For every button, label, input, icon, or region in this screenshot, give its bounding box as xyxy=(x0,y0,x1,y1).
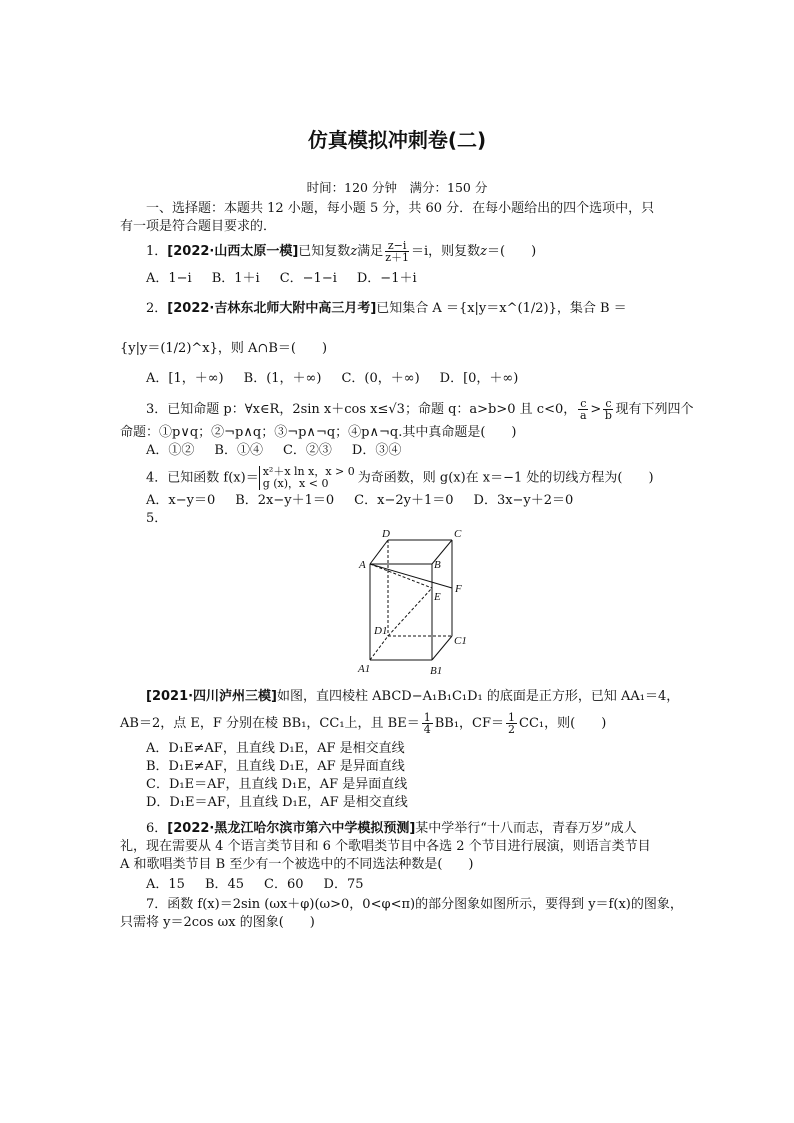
q1-options xyxy=(146,270,437,288)
segment-ae xyxy=(370,564,432,588)
q4-options xyxy=(146,492,593,510)
question-3-line2: 命题：①p∨q；②¬p∧q；③¬p∧¬q；④p∧¬q.其中真命题是( ) xyxy=(120,425,517,440)
label-e: E xyxy=(434,591,441,603)
question-4-line1 xyxy=(146,466,654,490)
q1-source: [2022·山西太原一模] xyxy=(167,244,299,259)
label-c1: C1 xyxy=(454,635,467,647)
q5-option-b: B．D₁E≠AF，且直线 D₁E，AF 是异面直线 xyxy=(146,759,405,774)
q2-option-b: B．(1，＋∞) xyxy=(243,371,322,386)
q2-source: [2022·吉林东北师大附中高三月考] xyxy=(167,301,377,316)
q5-text: 如图，直四棱柱 ABCD−A₁B₁C₁D₁ 的底面是正方形，已知 AA₁＝4， xyxy=(277,689,680,704)
q1-text: 满足 xyxy=(357,244,384,259)
q3-frac2-num: c xyxy=(605,397,612,410)
q6-option-b: B．45 xyxy=(204,877,245,892)
question-6-line2: 礼，现在需要从 4 个语言类节目和 6 个歌唱类节目中各选 2 个节目进行展演，则语言类节目 xyxy=(120,839,651,854)
q5-number: 5． xyxy=(146,511,168,526)
q1-number: 1． xyxy=(146,244,168,259)
q4-piecewise xyxy=(259,466,355,490)
q2-set-a: {x|y＝x^(1/2)} xyxy=(458,301,557,316)
q5-option-c: C．D₁E＝AF，且直线 D₁E，AF 是异面直线 xyxy=(146,777,408,792)
q6-options xyxy=(146,876,384,894)
q4-option-a: A．x−y＝0 xyxy=(146,493,216,508)
q4-text: 为奇函数，则 g(x)在 x＝−1 处的切线方程为( ) xyxy=(357,470,654,486)
q3-option-d: D．③④ xyxy=(351,443,402,458)
q3-options xyxy=(146,442,421,460)
label-a: A xyxy=(359,559,366,571)
prism-figure xyxy=(354,526,474,678)
q3-text: 3．已知命题 p：∀x∈R，2sin x＋cos x≤√3；命题 q：a>b>0 且 c<0， xyxy=(146,402,577,417)
q3-option-c: C．②③ xyxy=(282,443,332,458)
q1-text: 已知复数 xyxy=(298,244,351,259)
q6-number: 6． xyxy=(146,821,168,836)
question-3-line1 xyxy=(146,398,694,421)
label-b1: B1 xyxy=(430,665,443,677)
q5-option-a: A．D₁E≠AF，且直线 D₁E，AF 是相交直线 xyxy=(146,741,405,756)
q2-text: ，集合 B ＝ xyxy=(556,301,627,316)
q3-text: 现有下列四个 xyxy=(615,402,694,417)
edge-b1c1 xyxy=(432,636,452,660)
q6-option-c: C．60 xyxy=(264,877,304,892)
q1-text: ＝( ) xyxy=(487,244,537,259)
q6-source: [2022·黑龙江哈尔滨市第六中学模拟预测] xyxy=(167,821,416,836)
q2-number: 2． xyxy=(146,301,168,316)
q4-text: 4．已知函数 f(x)＝ xyxy=(146,470,259,486)
q3-frac1-den: a xyxy=(580,409,587,422)
q2-text: ，则 A∩B＝( ) xyxy=(217,341,328,356)
q5-text: BB₁，CF＝ xyxy=(434,716,505,731)
label-b: B xyxy=(434,559,441,571)
q3-option-b: B．①④ xyxy=(214,443,263,458)
question-1 xyxy=(146,240,536,263)
edge-ad xyxy=(370,540,388,564)
label-d1: D1 xyxy=(374,625,388,637)
q4-option-b: B．2x−y＋1＝0 xyxy=(235,493,335,508)
q1-text: ＝i，则复数 xyxy=(410,244,481,259)
q4-option-d: D．3x−y＋2＝0 xyxy=(473,493,574,508)
q1-option-d: D．−1＋i xyxy=(356,271,417,286)
q3-frac2-den: b xyxy=(604,409,612,422)
q6-option-a: A．15 xyxy=(146,877,185,892)
question-6-line3: A 和歌唱类节目 B 至少有一个被选中的不同选法种数是( ) xyxy=(120,857,474,872)
q5-text: AB＝2，点 E，F 分别在棱 BB₁，CC₁上，且 BE＝ xyxy=(120,716,420,731)
label-c: C xyxy=(454,528,462,540)
page-title: 仿真模拟冲刺卷(二) xyxy=(307,128,487,152)
q5-source: [2021·四川泸州三模] xyxy=(146,689,278,704)
q1-option-b: B．1＋i xyxy=(211,271,260,286)
q3-frac1-num: c xyxy=(580,397,587,410)
q5-frac1-num: 1 xyxy=(423,711,431,724)
q5-frac2-den: 2 xyxy=(508,723,516,736)
q4-case-1: x²＋x ln x，x > 0 xyxy=(262,465,355,478)
exam-meta: 时间：120 分钟 满分：150 分 xyxy=(306,180,488,195)
q3-gt: > xyxy=(590,402,602,417)
q5-frac2-num: 1 xyxy=(508,711,516,724)
q6-option-d: D．75 xyxy=(323,877,364,892)
question-7-line1: 7．函数 f(x)＝2sin (ωx＋φ)(ω>0，0<φ<π)的部分图象如图所示，要得到 y＝f(x)的图象， xyxy=(146,897,683,912)
q4-case-2: g (x)，x < 0 xyxy=(262,477,329,490)
q2-option-d: D．[0，＋∞) xyxy=(439,371,519,386)
q4-option-c: C．x−2y＋1＝0 xyxy=(354,493,454,508)
label-a1: A1 xyxy=(358,663,371,675)
q5-fraction-2 xyxy=(506,712,517,735)
q5-fraction-1 xyxy=(422,712,433,735)
q5-text: CC₁，则( ) xyxy=(519,716,607,731)
q1-fraction xyxy=(385,240,409,263)
question-2-line2 xyxy=(120,340,327,358)
q2-text: 已知集合 A ＝ xyxy=(376,301,459,316)
q5-frac1-den: 4 xyxy=(423,723,431,736)
label-f: F xyxy=(455,583,462,595)
q1-frac-num: z−i xyxy=(385,240,409,252)
q2-option-a: A．[1，＋∞) xyxy=(146,371,224,386)
q2-options xyxy=(146,370,538,388)
label-d: D xyxy=(382,528,390,540)
edge-a1d1 xyxy=(370,636,388,660)
q3-fraction-1 xyxy=(578,398,588,421)
q1-frac-den: z＋1 xyxy=(385,251,409,264)
question-2-line1 xyxy=(146,300,627,318)
q1-var: z xyxy=(350,244,358,259)
question-5-line1 xyxy=(146,688,679,706)
section-instructions-line2: 有一项是符合题目要求的． xyxy=(120,219,277,234)
question-5-line2 xyxy=(120,712,606,735)
q2-set-b: {y|y＝(1/2)^x} xyxy=(120,341,218,356)
q1-option-c: C．−1−i xyxy=(279,271,337,286)
question-6-line1 xyxy=(146,820,637,838)
q3-option-a: A．①② xyxy=(146,443,195,458)
segment-d1e xyxy=(388,588,432,636)
q2-option-c: C．(0，＋∞) xyxy=(341,371,420,386)
q5-option-d: D．D₁E＝AF，且直线 D₁E，AF 是相交直线 xyxy=(146,795,408,810)
q1-var: z xyxy=(480,244,488,259)
q3-fraction-2 xyxy=(603,398,613,421)
section-instructions-line1: 一、选择题：本题共 12 小题，每小题 5 分，共 60 分．在每小题给出的四个选项中，只 xyxy=(146,201,655,216)
q6-text: 某中学举行“十八而志，青春万岁”成人 xyxy=(415,821,637,836)
question-7-line2: 只需将 y＝2cos ωx 的图象( ) xyxy=(120,915,315,930)
q1-option-a: A．1−i xyxy=(146,271,192,286)
